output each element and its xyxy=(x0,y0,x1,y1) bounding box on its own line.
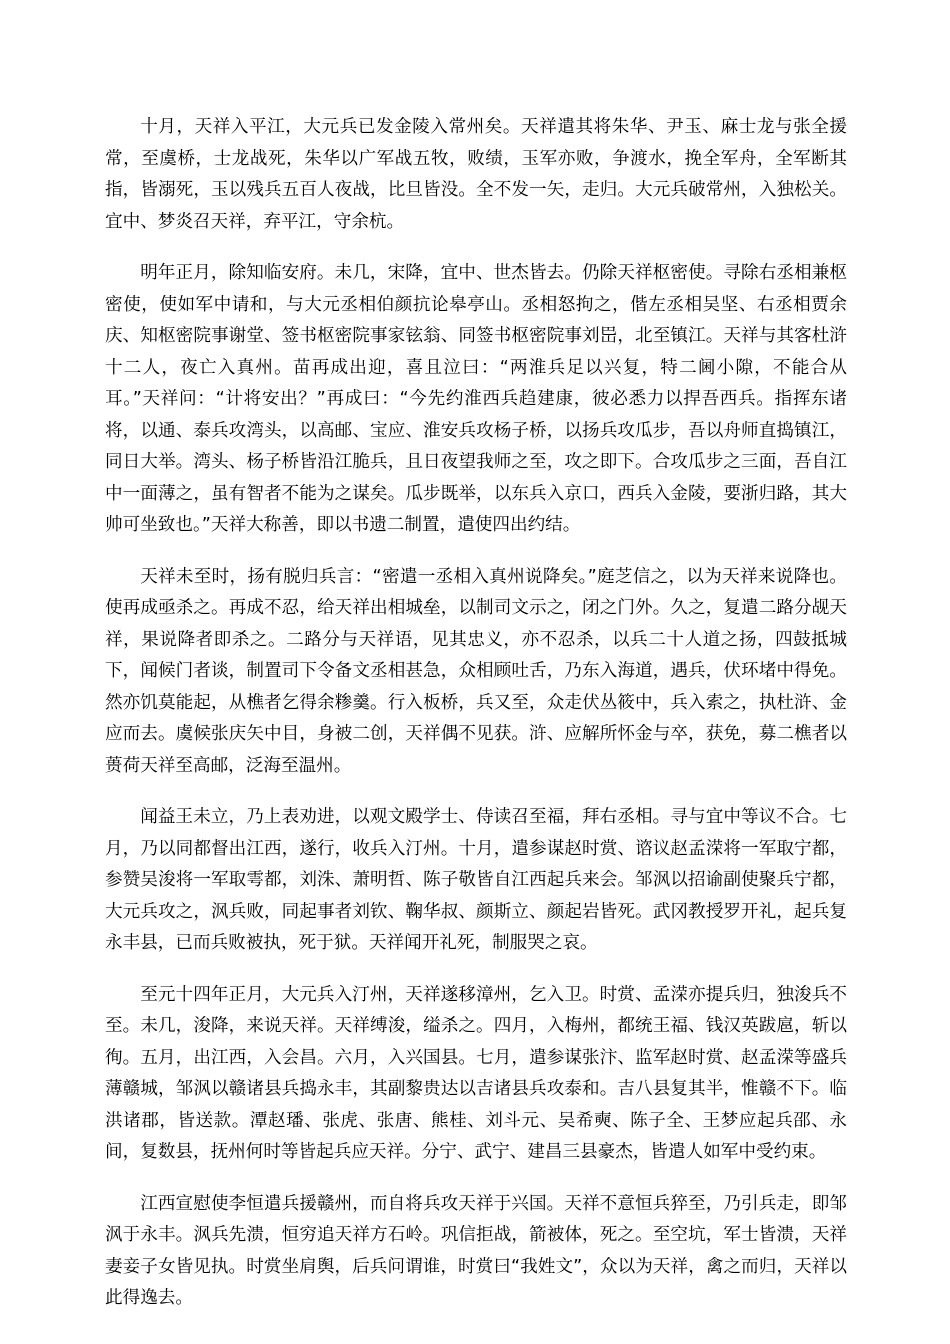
paragraph: 天祥未至时，扬有脱归兵言：“密遣一丞相入真州说降矣。”庭芝信之，以为天祥来说降也。使再成亟杀之。再成不忍，给天祥出相城垒，以制司文示之，闭之门外。久之，复遣二路分觇天祥，果说降者即杀之。二路分与天祥语，见其忠义，亦不忍杀，以兵二十人道之扬，四鼓抵城下，闻候门者谈，制置司下令备文丞相甚急，众相顾吐舌，乃东入海道，遇兵，伏环堵中得免。然亦饥莫能起，从樵者乞得余糁羹。行入板桥，兵又至，众走伏丛筱中，兵入索之，执杜浒、金应而去。虞候张庆矢中目，身被二创，天祥偶不见获。浒、应解所怀金与卒，获免，募二樵者以蒉荷天祥至高邮，泛海至温州。 xyxy=(105,566,847,776)
paragraph: 至元十四年正月，大元兵入汀州，天祥遂移漳州，乞入卫。时赏、孟溁亦提兵归，独浚兵不至。未几，浚降，来说天祥。天祥缚浚，缢杀之。四月，入梅州，都统王福、钱汉英跋扈，斩以徇。五月，出江西，入会昌。六月，入兴国县。七月，遣参谋张汴、监军赵时赏、赵孟溁等盛兵薄赣城，邹沨以赣诸县兵捣永丰，其副黎贵达以吉诸县兵攻泰和。吉八县复其半，惟赣不下。临洪诸郡，皆送款。潭赵璠、张虎、张唐、熊桂、刘斗元、吴希奭、陈子全、王梦应起兵邵、永间，复数县，抚州何时等皆起兵应天祥。分宁、武宁、建昌三县豪杰，皆遣人如军中受约束。 xyxy=(105,984,847,1162)
paragraph: 闻益王未立，乃上表劝进，以观文殿学士、侍读召至福，拜右丞相。寻与宜中等议不合。七月，乃以同都督出江西，遂行，收兵入汀州。十月，遣参谋赵时赏、谘议赵孟溁将一军取宁都，参赞吴浚将一军取雩都，刘洙、萧明哲、陈子敬皆自江西起兵来会。邹沨以招谕副使聚兵宁都，大元兵攻之，沨兵败，同起事者刘钦、鞠华叔、颜斯立、颜起岩皆死。武冈教授罗开礼，起兵复永丰县，已而兵败被执，死于狱。天祥闻开礼死，制服哭之哀。 xyxy=(105,807,847,953)
document-body xyxy=(105,112,847,1335)
paragraph: 十月，天祥入平江，大元兵已发金陵入常州矣。天祥遣其将朱华、尹玉、麻士龙与张全援常，至虞桥，士龙战死，朱华以广军战五牧，败绩，玉军亦败，争渡水，挽全军舟，全军断其指，皆溺死，玉以残兵五百人夜战，比旦皆没。全不发一矢，走归。大元兵破常州，入独松关。宜中、梦炎召天祥，弃平江，守余杭。 xyxy=(105,117,847,232)
paragraph: 江西宣慰使李恒遣兵援赣州，而自将兵攻天祥于兴国。天祥不意恒兵猝至，乃引兵走，即邹沨于永丰。沨兵先溃，恒穷追天祥方石岭。巩信拒战，箭被体，死之。至空坑，军士皆溃，天祥妻妾子女皆见执。时赏坐肩舆，后兵问谓谁，时赏曰“我姓文”，众以为天祥，禽之而归，天祥以此得逸去。 xyxy=(105,1193,847,1308)
paragraph: 明年正月，除知临安府。未几，宋降，宜中、世杰皆去。仍除天祥枢密使。寻除右丞相兼枢密使，使如军中请和，与大元丞相伯颜抗论皋亭山。丞相怒拘之，偕左丞相吴坚、右丞相贾余庆、知枢密院事谢堂、签书枢密院事家铉翁、同签书枢密院事刘岊，北至镇江。天祥与其客杜浒十二人，夜亡入真州。苗再成出迎，喜且泣曰：“两淮兵足以兴复，特二阃小隙，不能合从耳。”天祥问：“计将安出？”再成曰：“今先约淮西兵趋建康，彼必悉力以捍吾西兵。指挥东诸将，以通、泰兵攻湾头，以高邮、宝应、淮安兵攻杨子桥，以扬兵攻瓜步，吾以舟师直捣镇江，同日大举。湾头、杨子桥皆沿江脆兵，且日夜望我师之至，攻之即下。合攻瓜步之三面，吾自江中一面薄之，虽有智者不能为之谋矣。瓜步既举，以东兵入京口，西兵入金陵，要浙归路，其大帅可坐致也。”天祥大称善，即以书遗二制置，遣使四出约结。 xyxy=(105,263,847,535)
